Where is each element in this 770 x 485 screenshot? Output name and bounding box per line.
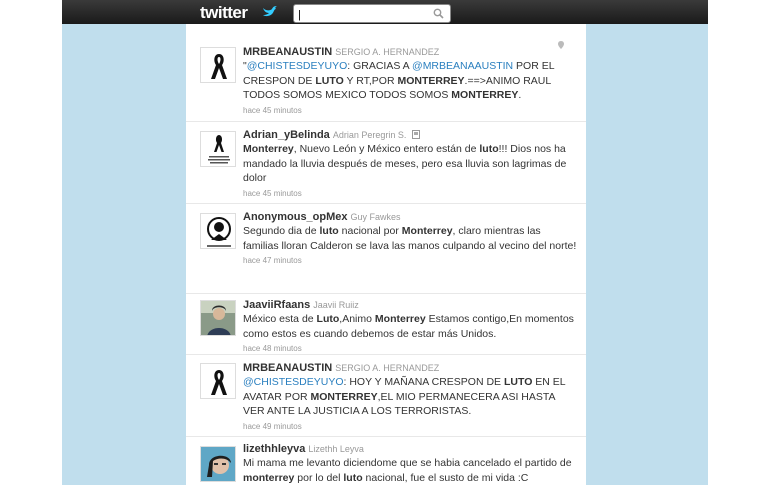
tweet[interactable] [186, 204, 586, 294]
tweet[interactable] [186, 39, 586, 122]
real-name: SERGIO A. HERNANDEZ [335, 47, 440, 57]
highlighted-keyword: Monterrey [243, 143, 294, 155]
user-photo-icon [201, 301, 236, 336]
highlighted-keyword: luto [479, 143, 499, 155]
tweet-text [243, 224, 578, 253]
highlighted-keyword: MONTERREY [310, 390, 378, 403]
tweet-text-segment: POR EL CRESPON DE [243, 60, 555, 87]
tweet[interactable] [186, 294, 586, 355]
real-name: Jaavii Ruiiz [313, 300, 359, 310]
tweet-text-segment: .==>ANIMO RAUL TODOS SOMOS MEXICO TODOS SOMOS [243, 74, 551, 101]
real-name: Guy Fawkes [350, 212, 401, 222]
highlighted-keyword: luto [343, 471, 363, 484]
highlighted-keyword: Luto [316, 313, 340, 325]
highlighted-keyword: monterrey [243, 471, 295, 484]
tweet-text-segment: Segundo dia de [243, 225, 320, 237]
black-ribbon-icon [201, 48, 236, 83]
avatar[interactable] [200, 213, 236, 249]
tweet-text [243, 142, 578, 186]
twitter-logo[interactable]: twitter [200, 3, 248, 22]
tweet-timestamp[interactable]: hace 47 minutos [243, 256, 302, 265]
tweet-text-segment: por lo del [294, 471, 344, 484]
username[interactable]: MRBEANAUSTIN [243, 46, 333, 58]
tweet-text-segment: !!! Dios nos ha mandado la lluvia después de meses, pero esa lluvia son lagrimas de dolor [243, 143, 567, 184]
top-bar [62, 0, 708, 24]
black-ribbon-icon [201, 132, 236, 167]
bird-icon [262, 4, 278, 18]
highlighted-keyword: LUTO [315, 74, 344, 87]
tweet-timestamp[interactable]: hace 49 minutos [243, 421, 302, 431]
tweet-timestamp[interactable]: hace 48 minutos [243, 344, 302, 353]
username[interactable]: Anonymous_opMex [243, 211, 348, 223]
page-background [62, 0, 708, 485]
tweet-text-segment: " [243, 60, 247, 72]
tweet-text [243, 456, 578, 485]
mention-link[interactable]: @CHISTESDEYUYO [246, 60, 348, 72]
search-input[interactable] [294, 7, 424, 24]
tweet[interactable] [186, 122, 586, 204]
highlighted-keyword: LUTO [503, 376, 533, 388]
search-icon[interactable] [433, 8, 444, 19]
real-name: Adrian Peregrin S. [332, 130, 407, 140]
tweet-text-segment: . [518, 89, 522, 101]
tweet-text [243, 59, 578, 103]
avatar[interactable] [200, 131, 236, 167]
tweet-text [243, 375, 578, 419]
tweet-text [243, 312, 578, 341]
timeline [186, 24, 586, 485]
username[interactable]: Adrian_yBelinda [243, 129, 330, 141]
real-name: Lizethh Leyva [308, 444, 364, 454]
tweet-text-segment: : HOY Y MAÑANA CRESPON DE [343, 376, 504, 388]
tweet-text-segment: nacional por [338, 225, 402, 237]
user-photo-icon [201, 447, 236, 482]
tweet-timestamp[interactable]: hace 45 minutos [243, 188, 302, 198]
tweet-timestamp[interactable]: hace 45 minutos [243, 105, 302, 115]
highlighted-keyword: luto [319, 225, 339, 237]
username[interactable]: JaaviiRfaans [243, 299, 311, 311]
mention-link[interactable]: @CHISTESDEYUYO [243, 376, 344, 388]
location-pin-icon[interactable] [558, 41, 564, 49]
tweet-text-segment: Estamos contigo,En momentos como estos es cuando debemos de estar más Unidos. [243, 313, 574, 340]
search-box[interactable] [293, 4, 451, 23]
username[interactable]: MRBEANAUSTIN [243, 362, 333, 374]
mention-link[interactable]: @MRBEANAAUSTIN [412, 60, 514, 72]
badge-icon [412, 130, 420, 139]
tweet-text-segment: ,EL MIO PERMANECERA ASI HASTA VER ANTE LA JUSTICIA A LOS TERRORISTAS. [243, 390, 555, 417]
tweet[interactable] [186, 437, 586, 485]
tweet-text-segment: México esta de [243, 313, 317, 325]
avatar[interactable] [200, 47, 236, 83]
avatar[interactable] [200, 363, 236, 399]
avatar[interactable] [200, 300, 236, 336]
highlighted-keyword: MONTERREY [397, 74, 465, 87]
tweet-text-segment: Mi mama me levanto diciendome que se habia cancelado el partido de [243, 457, 572, 469]
avatar[interactable] [200, 446, 236, 482]
tweet-text-segment: : GRACIAS A [347, 60, 413, 72]
tweet-text-segment: ,Animo [339, 313, 375, 325]
highlighted-keyword: Monterrey [401, 225, 453, 237]
tweet[interactable] [186, 355, 586, 437]
tweet-text-segment: , Nuevo León y México entero están de [293, 143, 480, 155]
anonymous-logo-icon [201, 214, 236, 249]
tweet-text-segment: nacional, fue el susto de mi vida :C [362, 471, 529, 484]
username[interactable]: lizethhleyva [243, 443, 306, 455]
tweet-text-segment: Y RT,POR [343, 74, 398, 87]
tweet-text-segment: EN EL AVATAR POR [243, 376, 566, 403]
real-name: SERGIO A. HERNANDEZ [335, 363, 440, 373]
highlighted-keyword: Monterrey [374, 313, 426, 325]
highlighted-keyword: MONTERREY [451, 89, 519, 101]
tweet-text-segment: , claro mientras las familias lloran Calderon se lava las manos culpando al vecino del norte! [243, 225, 577, 252]
black-ribbon-icon [201, 364, 236, 399]
